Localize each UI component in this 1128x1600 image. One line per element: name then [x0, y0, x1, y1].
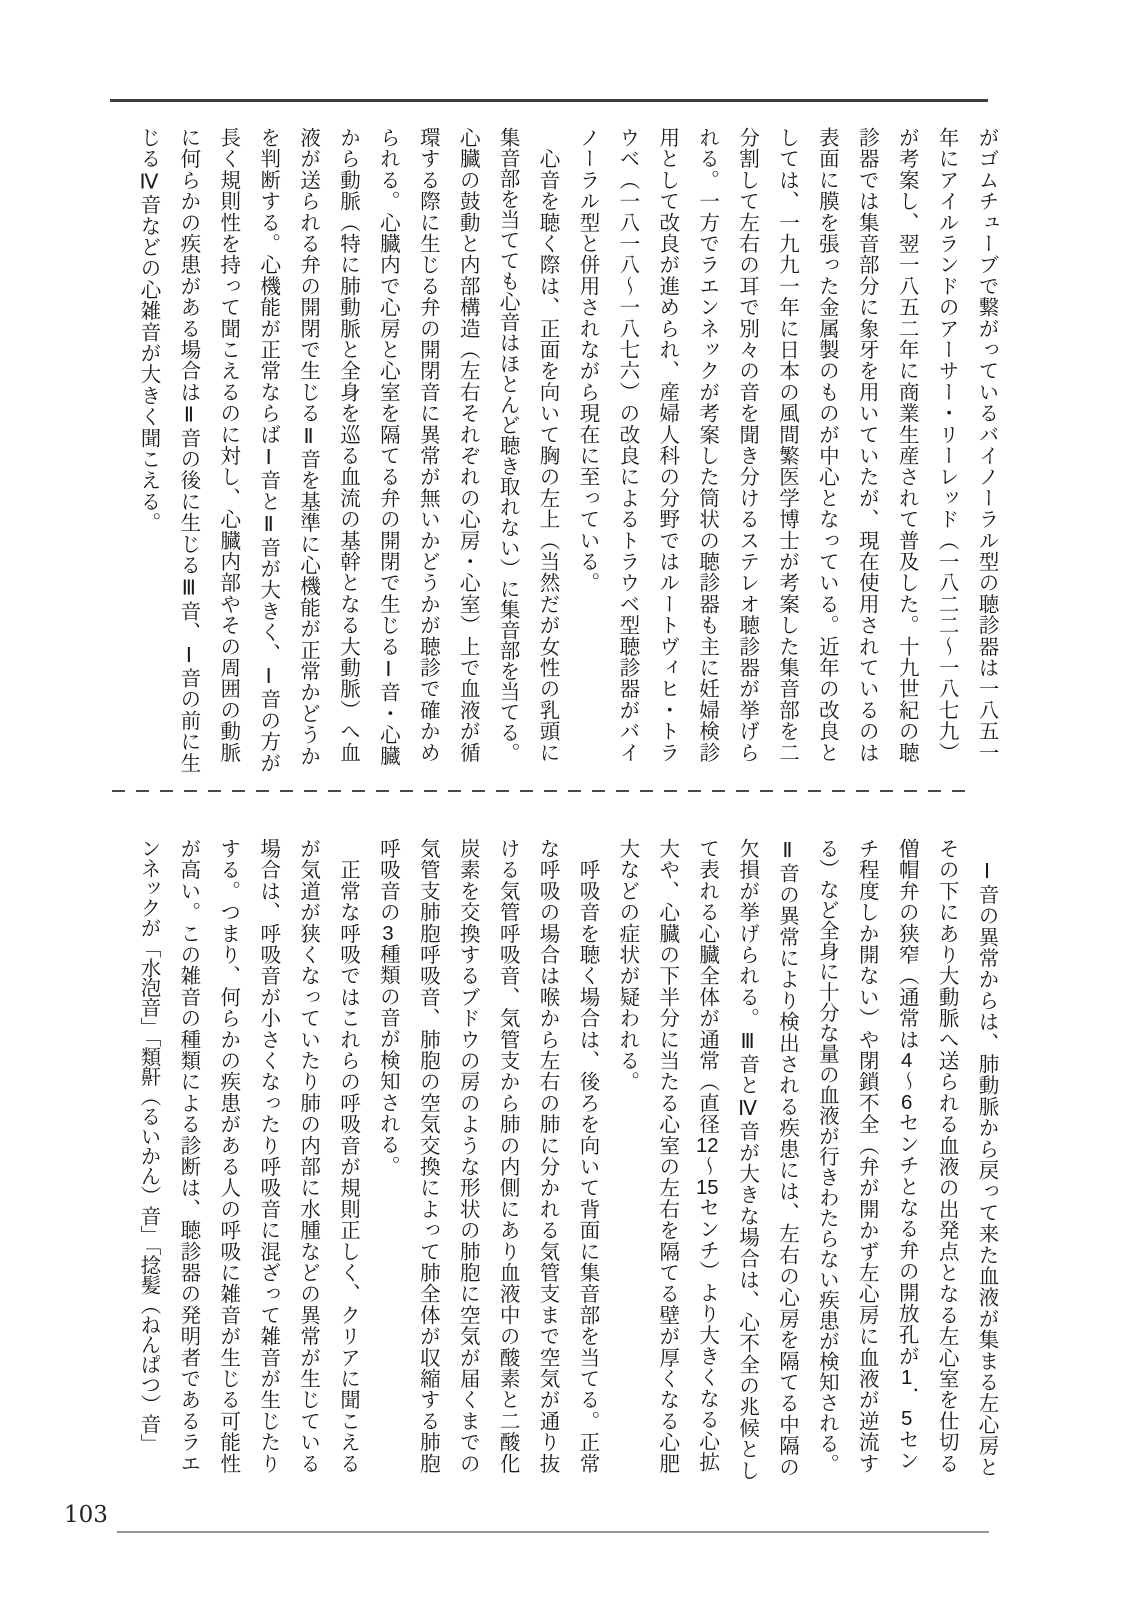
text-column: 表面に膜を張った金属製のものが中心となっている。近年の改良と	[815, 127, 839, 763]
page-number: 103	[64, 1502, 108, 1528]
text-column: チ程度しか開ない）や閉鎖不全（弁が開かず左心房に血液が逆流す	[855, 838, 879, 1474]
text-column: られる。心臓内で心房と心室を隔てる弁の開閉で生じるⅠ音・心臓	[376, 127, 400, 767]
text-column: 長く規則性を持って聞こえるのに対し、心臓内部やその周囲の動脈	[216, 127, 240, 763]
tate-chu-yoko-number: 15	[695, 1176, 719, 1198]
text-column: が気道が狭くなっていたり肺の内部に水腫などの異常が生じている	[296, 838, 320, 1474]
text-column: する。つまり、何らかの疾患がある人の呼吸に雑音が生じる可能性	[216, 838, 240, 1474]
text-column: に何らかの疾患がある場合はⅡ音の後に生じるⅢ音、Ⅰ音の前に生	[176, 127, 200, 774]
text-column: その下にあり大動脈へ送られる血液の出発点となる左心室を仕切る	[935, 838, 959, 1474]
text-column: ノーラル型と併用されながら現在に至っている。	[575, 127, 599, 594]
text-column: ンネックが「水泡音」「類鼾（るいかん）音」「捻髪（ねんぱつ）音」	[136, 838, 160, 1454]
text-column: を判断する。心機能が正常ならばⅠ音とⅡ音が大きく、Ⅰ音の方が	[256, 127, 280, 774]
article-bottom-vertical-text	[128, 838, 1006, 1481]
dashed-divider	[112, 790, 968, 792]
text-column: 炭素を交換するブドウの房のような形状の肺胞に空気が届くまでの	[456, 838, 480, 1474]
text-column: 欠損が挙げられる。Ⅲ音とⅣ音が大きな場合は、心不全の兆候とし	[735, 838, 759, 1481]
text-column: 用として改良が進められ、産婦人科の分野ではルートヴィヒ・トラ	[655, 127, 679, 763]
text-column: 心音を聴く際は、正面を向いて胸の左上（当然だが女性の乳頭に	[536, 127, 560, 763]
tate-chu-yoko-number: 4	[900, 1050, 913, 1071]
text-column: 環する際に生じる弁の開閉音に異常が無いかどうかが聴診で確かめ	[416, 127, 440, 763]
text-column: がゴムチューブで繋がっているバイノーラル型の聴診器は一八五一	[975, 127, 998, 763]
text-column: から動脈（特に肺動脈と全身を巡る血流の基幹となる大動脈）へ血	[336, 127, 360, 763]
text-column: ける気管呼吸音、気管支から肺の内側にあり血液中の酸素と二酸化	[496, 838, 520, 1474]
text-column: Ⅱ音の異常により検出される疾患には、左右の心房を隔てる中隔の	[775, 838, 799, 1478]
tate-chu-yoko-number: 1	[900, 1366, 913, 1388]
text-column: ウベ（一八一八～一八七六）の改良によるトラウベ型聴診器がバイ	[615, 127, 639, 763]
article-top-vertical-text	[128, 127, 1006, 774]
text-column: て表れる心臓全体が通常（直径12～15センチ）より大きくなる心拡	[695, 838, 719, 1473]
text-column: 診器では集音部分に象牙を用いていたが、現在使用されているのは	[855, 127, 879, 763]
tate-chu-yoko-number: 12	[695, 1134, 719, 1156]
text-column: 場合は、呼吸音が小さくなったり呼吸音に混ざって雑音が生じたり	[256, 838, 280, 1474]
text-column: Ⅰ音の異常からは、肺動脈から戻って来た血液が集まる左心房と	[975, 838, 998, 1478]
text-column: 分割して左右の耳で別々の音を聞き分けるステレオ聴診器が挙げら	[735, 127, 759, 763]
text-column: 年にアイルランドのアーサー・リーレッド（一八二二～一八七九）	[935, 127, 959, 763]
tate-chu-yoko-number: 5	[900, 1408, 913, 1429]
text-column: 呼吸音を聴く場合は、後ろを向いて背面に集音部を当てる。正常	[575, 838, 599, 1474]
text-column: な呼吸の場合は喉から左右の肺に分かれる気管支まで空気が通り抜	[536, 838, 560, 1474]
text-column: 大や、心臓の下半分に当たる心室の左右を隔てる壁が厚くなる心肥	[655, 838, 679, 1474]
text-column: 集音部を当てても心音はほとんど聴き取れない）に集音部を当てる。	[496, 127, 520, 764]
text-column: 正常な呼吸ではこれらの呼吸音が規則正しく、クリアに聞こえる	[336, 838, 360, 1474]
text-column: 心臓の鼓動と内部構造（左右それぞれの心房・心室）上で血液が循	[456, 127, 480, 763]
header-rule	[110, 99, 988, 102]
text-column: しては、一九九一年に日本の風間繁医学博士が考案した集音部を二	[775, 127, 799, 763]
text-column: る）など全身に十分な量の血液が行きわたらない疾患が検知される。	[815, 838, 839, 1475]
text-column: 液が送られる弁の開閉で生じるⅡ音を基準に心機能が正常かどうか	[296, 127, 320, 767]
text-column: が高い。この雑音の種類による診断は、聴診器の発明者であるラエ	[176, 838, 200, 1474]
text-column: 気管支肺胞呼吸音、肺胞の空気交換によって肺全体が収縮する肺胞	[416, 838, 440, 1474]
tate-chu-yoko-number: 3	[382, 922, 394, 944]
text-column: が考案し、翌一八五二年に商業生産されて普及した。十九世紀の聴	[895, 127, 919, 763]
text-column: 大などの症状が疑われる。	[615, 838, 639, 1093]
text-column: 呼吸音の3種類の音が検知される。	[376, 838, 400, 1177]
footer-rule	[117, 1531, 989, 1533]
text-column: れる。一方でラエンネックが考案した筒状の聴診器も主に妊婦検診	[695, 127, 719, 763]
text-column: 僧帽弁の狭窄（通常は4～6センチとなる弁の開放孔が1．5セン	[895, 838, 919, 1472]
tate-chu-yoko-number: 6	[900, 1091, 913, 1113]
text-column: じるⅣ音などの心雑音が大きく聞こえる。	[136, 127, 160, 534]
